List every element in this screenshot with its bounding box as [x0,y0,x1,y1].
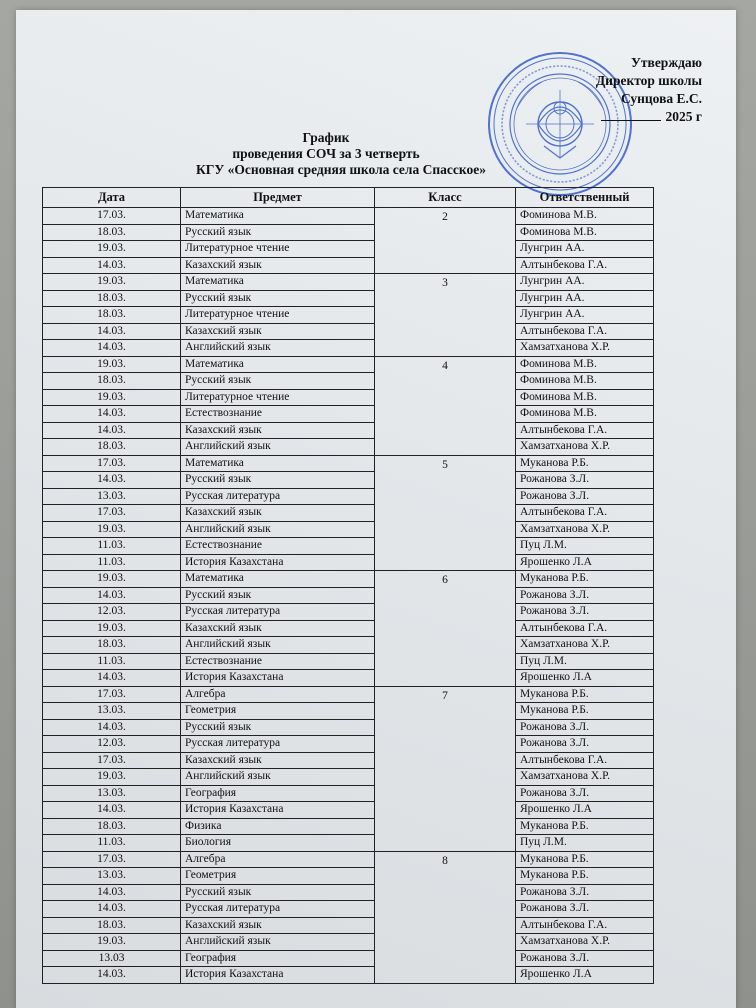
cell-subject: История Казахстана [181,670,375,687]
cell-responsible: Алтынбекова Г.А. [516,620,654,637]
cell-date: 17.03. [43,686,181,703]
table-row [43,422,654,439]
cell-date: 18.03. [43,818,181,835]
cell-subject: Алгебра [181,851,375,868]
cell-subject: История Казахстана [181,967,375,984]
cell-date: 14.03. [43,670,181,687]
table-row [43,736,654,753]
approval-position: Директор школы [595,73,702,88]
cell-subject: Английский язык [181,934,375,951]
cell-date: 19.03. [43,274,181,291]
cell-responsible: Фоминова М.В. [516,373,654,390]
cell-responsible: Лунгрин АА. [516,274,654,291]
table-row [43,785,654,802]
cell-date: 12.03. [43,736,181,753]
cell-date: 14.03. [43,901,181,918]
cell-date: 11.03. [43,835,181,852]
cell-responsible: Хамзатханова Х.Р. [516,934,654,951]
table-row [43,538,654,555]
cell-subject: Казахский язык [181,257,375,274]
table-row [43,835,654,852]
cell-subject: Русский язык [181,884,375,901]
cell-responsible: Фоминова М.В. [516,208,654,225]
table-row [43,356,654,373]
cell-responsible: Пуц Л.М. [516,538,654,555]
cell-date: 17.03. [43,505,181,522]
cell-date: 13.03. [43,785,181,802]
cell-subject: Английский язык [181,769,375,786]
table-row [43,868,654,885]
cell-date: 12.03. [43,604,181,621]
table-row [43,340,654,357]
cell-date: 14.03. [43,719,181,736]
cell-date: 18.03. [43,373,181,390]
cell-date: 14.03. [43,472,181,489]
table-header-row [43,188,654,208]
approval-year: 2025 г [665,109,702,124]
cell-subject: Математика [181,455,375,472]
table-row [43,208,654,225]
table-row [43,488,654,505]
cell-subject: Математика [181,274,375,291]
approval-date [596,108,702,126]
table-row [43,505,654,522]
cell-grade: 4 [375,356,516,455]
table-row [43,307,654,324]
cell-date: 13.03. [43,703,181,720]
table-row [43,670,654,687]
cell-subject: Геометрия [181,703,375,720]
cell-grade: 5 [375,455,516,571]
header-grade: Класс [375,188,516,208]
cell-subject: География [181,950,375,967]
cell-subject: Русский язык [181,719,375,736]
cell-responsible: Рожанова З.Л. [516,901,654,918]
cell-subject: Казахский язык [181,505,375,522]
header-responsible: Ответственный [516,188,654,208]
table-body [43,208,654,984]
cell-subject: Естествознание [181,653,375,670]
table-row [43,884,654,901]
table-row [43,554,654,571]
cell-grade: 7 [375,686,516,851]
cell-responsible: Ярошенко Л.А [516,670,654,687]
table-row [43,851,654,868]
cell-grade: 6 [375,571,516,687]
cell-responsible: Муканова Р.Б. [516,703,654,720]
cell-subject: Казахский язык [181,917,375,934]
cell-date: 19.03. [43,769,181,786]
cell-responsible: Хамзатханова Х.Р. [516,637,654,654]
table-row [43,571,654,588]
cell-responsible: Пуц Л.М. [516,653,654,670]
cell-subject: Русский язык [181,224,375,241]
table-row [43,719,654,736]
cell-subject: Литературное чтение [181,389,375,406]
cell-subject: Русский язык [181,290,375,307]
cell-responsible: Рожанова З.Л. [516,719,654,736]
cell-responsible: Пуц Л.М. [516,835,654,852]
table-row [43,686,654,703]
cell-date: 18.03. [43,224,181,241]
cell-subject: Русский язык [181,472,375,489]
cell-responsible: Рожанова З.Л. [516,884,654,901]
cell-responsible: Лунгрин АА. [516,241,654,258]
cell-date: 13.03. [43,868,181,885]
cell-subject: Математика [181,571,375,588]
table-row [43,752,654,769]
cell-subject: Казахский язык [181,323,375,340]
cell-responsible: Алтынбекова Г.А. [516,917,654,934]
table-row [43,323,654,340]
cell-responsible: Фоминова М.В. [516,389,654,406]
table-row [43,439,654,456]
table-row [43,587,654,604]
cell-responsible: Ярошенко Л.А [516,967,654,984]
cell-responsible: Ярошенко Л.А [516,802,654,819]
cell-responsible: Муканова Р.Б. [516,868,654,885]
cell-date: 19.03. [43,571,181,588]
cell-date: 18.03. [43,917,181,934]
table-row [43,472,654,489]
cell-responsible: Хамзатханова Х.Р. [516,521,654,538]
cell-date: 11.03. [43,538,181,555]
table-row [43,389,654,406]
table-row [43,818,654,835]
table-row [43,703,654,720]
cell-date: 14.03. [43,884,181,901]
cell-responsible: Фоминова М.В. [516,224,654,241]
cell-date: 19.03. [43,620,181,637]
table-row [43,901,654,918]
cell-responsible: Рожанова З.Л. [516,950,654,967]
cell-date: 14.03. [43,340,181,357]
cell-responsible: Рожанова З.Л. [516,604,654,621]
cell-responsible: Алтынбекова Г.А. [516,323,654,340]
approval-label: Утверждаю [630,55,702,70]
cell-responsible: Лунгрин АА. [516,307,654,324]
cell-grade: 3 [375,274,516,357]
cell-responsible: Рожанова З.Л. [516,587,654,604]
table-row [43,967,654,984]
cell-responsible: Муканова Р.Б. [516,571,654,588]
cell-responsible: Муканова Р.Б. [516,851,654,868]
cell-subject: История Казахстана [181,554,375,571]
cell-subject: Естествознание [181,538,375,555]
table-row [43,620,654,637]
cell-date: 14.03. [43,802,181,819]
cell-subject: Английский язык [181,637,375,654]
cell-responsible: Фоминова М.В. [516,356,654,373]
cell-date: 17.03. [43,752,181,769]
cell-date: 13.03 [43,950,181,967]
table-row [43,950,654,967]
cell-subject: Русский язык [181,587,375,604]
cell-subject: Математика [181,208,375,225]
table-row [43,241,654,258]
cell-responsible: Алтынбекова Г.А. [516,422,654,439]
title-line-2: проведения СОЧ за 3 четверть [232,146,420,161]
cell-responsible: Лунгрин АА. [516,290,654,307]
cell-subject: География [181,785,375,802]
cell-subject: Английский язык [181,439,375,456]
table-row [43,653,654,670]
cell-subject: Естествознание [181,406,375,423]
cell-date: 18.03. [43,307,181,324]
title-line-3: КГУ «Основная средняя школа села Спасское» [196,162,486,177]
cell-grade: 2 [375,208,516,274]
cell-responsible: Хамзатханова Х.Р. [516,439,654,456]
cell-date: 17.03. [43,455,181,472]
cell-date: 19.03. [43,356,181,373]
cell-subject: Физика [181,818,375,835]
cell-date: 13.03. [43,488,181,505]
cell-responsible: Фоминова М.В. [516,406,654,423]
table-row [43,769,654,786]
table-row [43,934,654,951]
cell-responsible: Муканова Р.Б. [516,455,654,472]
cell-subject: Математика [181,356,375,373]
document-title [196,130,486,178]
cell-date: 19.03. [43,521,181,538]
cell-responsible: Алтынбекова Г.А. [516,752,654,769]
cell-date: 14.03. [43,587,181,604]
cell-subject: Русский язык [181,373,375,390]
cell-responsible: Алтынбекова Г.А. [516,257,654,274]
cell-date: 11.03. [43,653,181,670]
cell-date: 14.03. [43,323,181,340]
cell-responsible: Рожанова З.Л. [516,736,654,753]
table-row [43,224,654,241]
table-row [43,406,654,423]
table-row [43,455,654,472]
cell-subject: Русская литература [181,901,375,918]
cell-subject: Русская литература [181,488,375,505]
cell-date: 14.03. [43,967,181,984]
cell-responsible: Ярошенко Л.А [516,554,654,571]
cell-subject: Русская литература [181,736,375,753]
cell-responsible: Хамзатханова Х.Р. [516,769,654,786]
header-date: Дата [43,188,181,208]
table-row [43,290,654,307]
cell-date: 18.03. [43,439,181,456]
table-row [43,257,654,274]
approval-block [596,54,702,126]
cell-date: 19.03. [43,934,181,951]
header-subject: Предмет [181,188,375,208]
cell-date: 14.03. [43,406,181,423]
cell-date: 19.03. [43,241,181,258]
table-row [43,917,654,934]
cell-subject: Геометрия [181,868,375,885]
cell-subject: Английский язык [181,340,375,357]
exam-schedule-table [42,187,654,984]
cell-date: 14.03. [43,257,181,274]
cell-responsible: Муканова Р.Б. [516,686,654,703]
cell-date: 18.03. [43,637,181,654]
cell-subject: История Казахстана [181,802,375,819]
cell-grade: 8 [375,851,516,983]
table-row [43,274,654,291]
cell-subject: Биология [181,835,375,852]
cell-responsible: Хамзатханова Х.Р. [516,340,654,357]
cell-subject: Русская литература [181,604,375,621]
cell-date: 11.03. [43,554,181,571]
cell-responsible: Рожанова З.Л. [516,488,654,505]
cell-subject: Литературное чтение [181,241,375,258]
cell-responsible: Рожанова З.Л. [516,472,654,489]
table-row [43,373,654,390]
cell-responsible: Алтынбекова Г.А. [516,505,654,522]
cell-subject: Казахский язык [181,422,375,439]
cell-date: 14.03. [43,422,181,439]
title-line-1: График [302,130,350,145]
cell-subject: Английский язык [181,521,375,538]
cell-date: 17.03. [43,208,181,225]
cell-subject: Казахский язык [181,752,375,769]
cell-date: 17.03. [43,851,181,868]
cell-date: 19.03. [43,389,181,406]
cell-subject: Казахский язык [181,620,375,637]
table-row [43,521,654,538]
cell-date: 18.03. [43,290,181,307]
approval-name: Сунцова Е.С. [620,91,702,106]
cell-subject: Алгебра [181,686,375,703]
table-row [43,802,654,819]
cell-responsible: Муканова Р.Б. [516,818,654,835]
table-row [43,637,654,654]
cell-subject: Литературное чтение [181,307,375,324]
cell-responsible: Рожанова З.Л. [516,785,654,802]
table-row [43,604,654,621]
